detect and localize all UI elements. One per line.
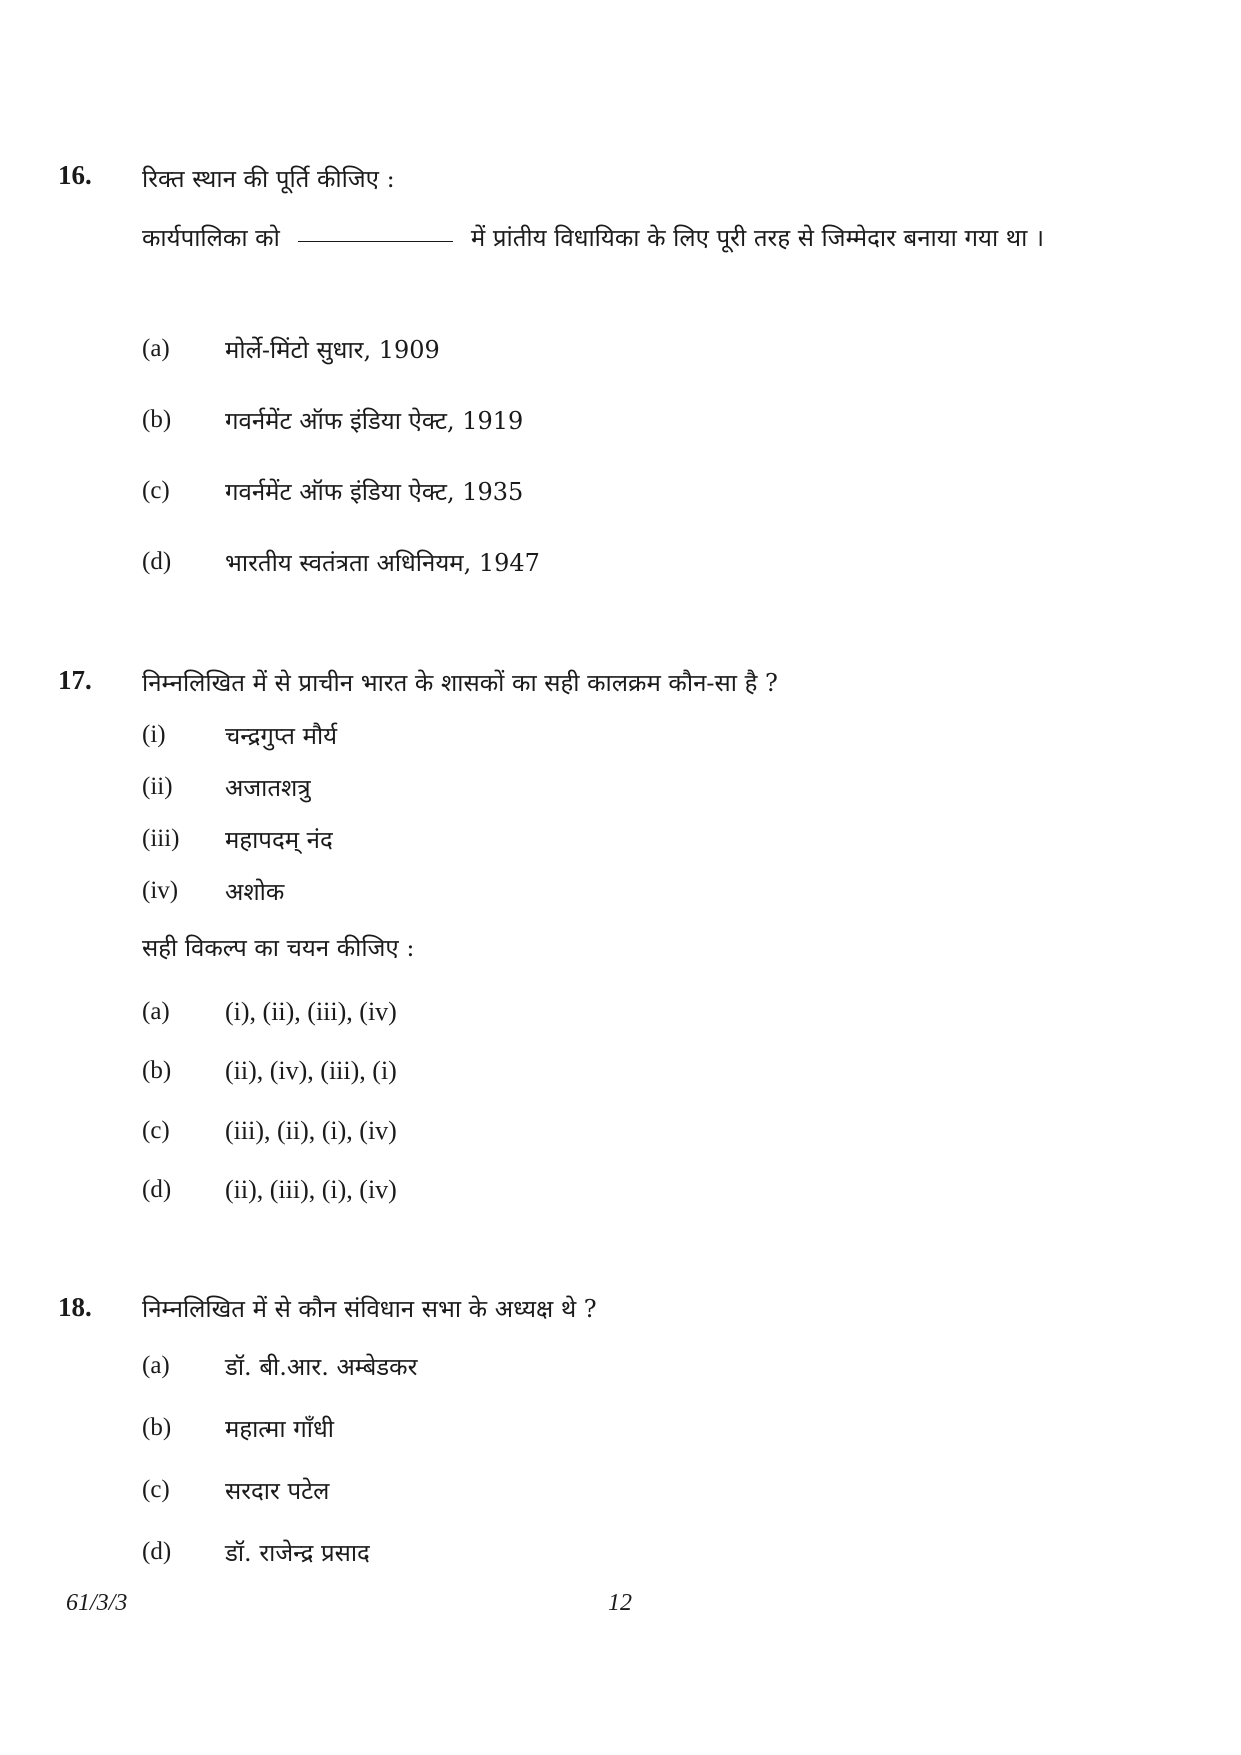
q17-item-ii-text: अजातशत्रु [225,774,311,802]
q18-option-a-text: डॉ. बी.आर. अम्बेडकर [225,1353,418,1381]
question-16-text: रिक्त स्थान की पूर्ति कीजिए : [142,165,395,193]
q17-item-ii-label: (ii) [142,773,173,800]
q16-option-d-label: (d) [142,548,172,575]
q17-option-b-label: (b) [142,1057,172,1084]
q17-item-iii-label: (iii) [142,825,180,852]
q17-option-a-label: (a) [142,998,170,1025]
paper-code: 61/3/3 [66,1590,128,1616]
question-18-text: निम्नलिखित में से कौन संविधान सभा के अध्यक्ष थे ? [142,1295,597,1323]
question-17-number: 17. [58,665,92,695]
question-17-text: निम्नलिखित में से प्राचीन भारत के शासकों का सही कालक्रम कौन-सा है ? [142,669,778,697]
q18-option-b-text: महात्मा गाँधी [225,1415,334,1443]
q17-item-iv-label: (iv) [142,877,179,904]
q16-option-a-text: मोर्ले-मिंटो सुधार, 1909 [225,336,440,364]
question-17-instruction: सही विकल्प का चयन कीजिए : [142,934,415,962]
q17-item-i-text: चन्द्रगुप्त मौर्य [225,722,338,750]
q17-item-iii-text: महापदम् नंद [225,826,333,854]
q17-option-a-text: (i), (ii), (iii), (iv) [225,997,397,1026]
q16-option-a-label: (a) [142,335,170,362]
q17-option-d-text: (ii), (iii), (i), (iv) [225,1175,397,1204]
q18-option-a-label: (a) [142,1352,170,1379]
q18-option-c-label: (c) [142,1476,170,1503]
q16-option-d-text: भारतीय स्वतंत्रता अधिनियम, 1947 [225,549,540,577]
q16-option-c-text: गवर्नमेंट ऑफ इंडिया ऐक्ट, 1935 [225,478,524,506]
question-16-number: 16. [58,160,92,190]
q17-item-i-label: (i) [142,721,166,748]
q17-option-d-label: (d) [142,1176,172,1203]
statement-after-blank: में प्रांतीय विधायिका के लिए पूरी तरह से जिम्मेदार बनाया गया था । [470,224,1045,252]
q18-option-d-text: डॉ. राजेन्द्र प्रसाद [225,1539,370,1567]
page-number: 12 [608,1590,632,1616]
q18-option-c-text: सरदार पटेल [225,1477,330,1505]
q17-option-c-label: (c) [142,1117,170,1144]
question-16-statement [142,218,1112,259]
fill-in-blank [298,240,453,242]
statement-before-blank: कार्यपालिका को [142,224,280,252]
q17-option-b-text: (ii), (iv), (iii), (i) [225,1056,397,1085]
question-18-number: 18. [58,1292,92,1322]
q17-option-c-text: (iii), (ii), (i), (iv) [225,1116,397,1145]
q16-option-c-label: (c) [142,477,170,504]
q18-option-b-label: (b) [142,1414,172,1441]
q17-item-iv-text: अशोक [225,878,285,906]
q18-option-d-label: (d) [142,1538,172,1565]
q16-option-b-text: गवर्नमेंट ऑफ इंडिया ऐक्ट, 1919 [225,407,524,435]
q16-option-b-label: (b) [142,406,172,433]
